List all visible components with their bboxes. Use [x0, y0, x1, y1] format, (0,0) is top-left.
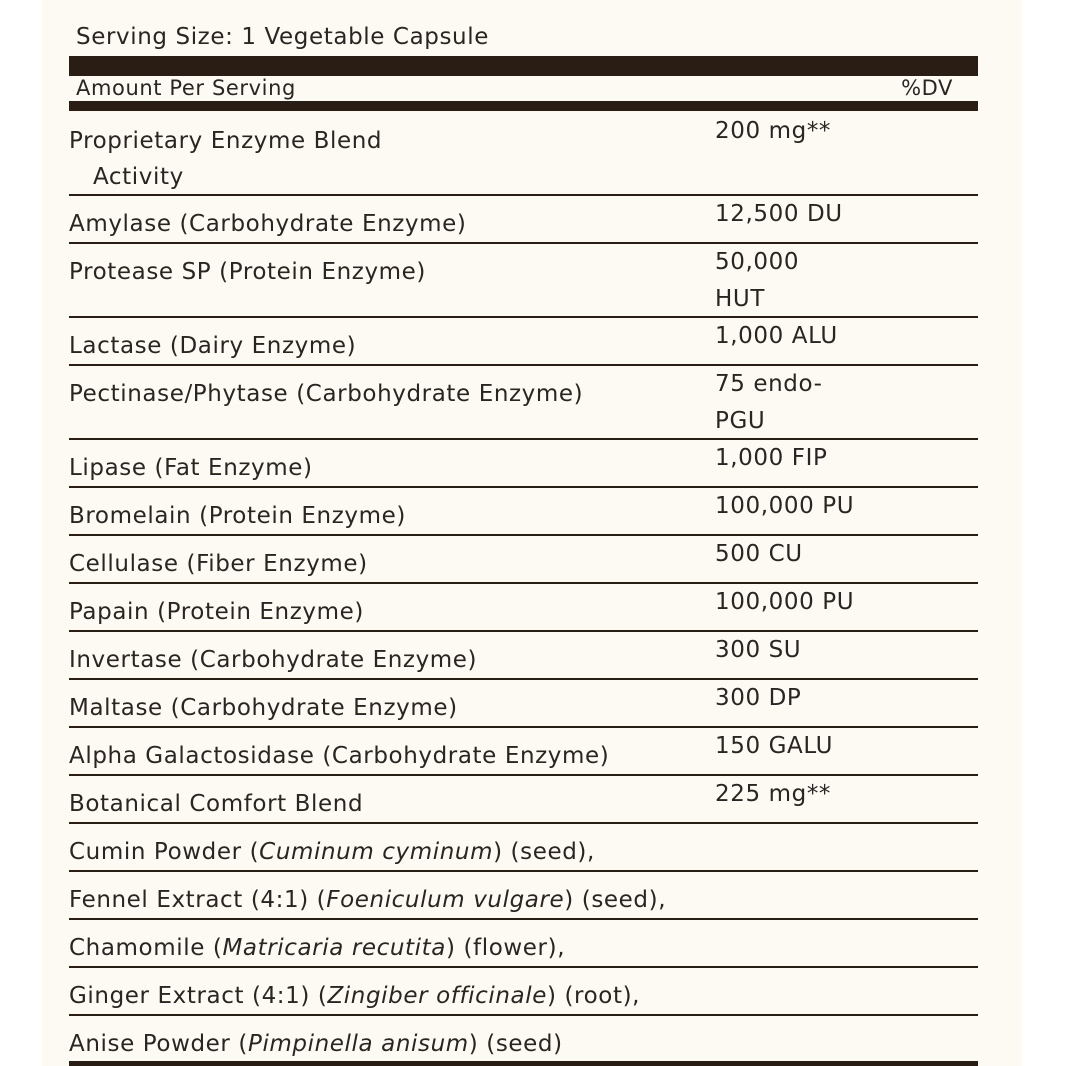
ingredient-name: Cellulase (Fiber Enzyme) — [69, 551, 368, 577]
table-row — [69, 440, 978, 488]
botanical-latin-name: Pimpinella anisum — [247, 1031, 469, 1057]
botanical-row — [69, 968, 978, 1016]
table-row — [69, 680, 978, 728]
botanical-part: ) (root), — [547, 983, 641, 1009]
table-row — [69, 776, 978, 824]
ingredient-name — [69, 123, 382, 195]
botanical-latin-name: Zingiber officinale — [327, 983, 547, 1009]
table-row — [69, 244, 978, 318]
botanical-latin-name: Cuminum cyminum — [259, 839, 494, 865]
botanical-common-name: Fennel Extract (4:1) ( — [69, 887, 327, 913]
table-row — [69, 536, 978, 584]
medium-divider — [69, 101, 978, 111]
ingredient-amount: 12,500 DU — [715, 201, 843, 227]
botanical-row — [69, 824, 978, 872]
ingredient-amount: 200 mg** — [715, 118, 832, 144]
table-row — [69, 318, 978, 366]
botanical-latin-name: Foeniculum vulgare — [326, 887, 565, 913]
ingredient-amount: 225 mg** — [715, 781, 832, 807]
table-row — [69, 196, 978, 244]
ingredient-name: Maltase (Carbohydrate Enzyme) — [69, 695, 458, 721]
table-row — [69, 584, 978, 632]
botanical-name — [69, 1026, 563, 1062]
ingredient-amount: 100,000 PU — [715, 589, 855, 615]
botanical-row — [69, 1016, 978, 1066]
botanical-common-name: Cumin Powder ( — [69, 839, 260, 865]
ingredient-name: Protease SP (Protein Enzyme) — [69, 259, 427, 285]
ingredient-amount: 500 CU — [715, 541, 803, 567]
ingredient-amount — [715, 244, 799, 318]
table-row — [69, 632, 978, 680]
botanical-row — [69, 920, 978, 968]
botanical-name — [69, 882, 666, 918]
ingredient-name: Amylase (Carbohydrate Enzyme) — [69, 211, 467, 237]
ingredient-amount: 1,000 ALU — [715, 323, 838, 349]
botanical-name — [69, 930, 565, 966]
ingredient-name: Alpha Galactosidase (Carbohydrate Enzyme) — [69, 743, 610, 769]
ingredient-amount: 300 DP — [715, 685, 802, 711]
ingredient-amount-line: PGU — [715, 408, 766, 434]
botanical-part: ) (seed), — [493, 839, 595, 865]
ingredient-name: Botanical Comfort Blend — [69, 791, 364, 817]
ingredient-amount: 1,000 FIP — [715, 445, 828, 471]
ingredient-name: Lactase (Dairy Enzyme) — [69, 333, 357, 359]
ingredient-amount-line: 75 endo- — [715, 371, 823, 397]
table-row — [69, 366, 978, 440]
botanical-row — [69, 872, 978, 920]
ingredient-amount-line: HUT — [715, 286, 765, 312]
table-row — [69, 728, 978, 776]
amount-per-serving-label: Amount Per Serving — [76, 76, 296, 100]
ingredient-amount: 100,000 PU — [715, 493, 855, 519]
ingredient-amount: 300 SU — [715, 637, 802, 663]
botanical-part: ) (seed), — [564, 887, 667, 913]
ingredient-label: Proprietary Enzyme Blend — [69, 128, 383, 154]
ingredient-name: Pectinase/Phytase (Carbohydrate Enzyme) — [69, 381, 584, 407]
serving-size: Serving Size: 1 Vegetable Capsule — [76, 24, 489, 50]
botanical-common-name: Anise Powder ( — [69, 1031, 248, 1057]
botanical-part: ) (seed) — [468, 1031, 563, 1057]
botanical-common-name: Chamomile ( — [69, 935, 223, 961]
ingredient-name: Bromelain (Protein Enzyme) — [69, 503, 406, 529]
ingredient-name: Papain (Protein Enzyme) — [69, 599, 364, 625]
botanical-latin-name: Matricaria recutita — [222, 935, 446, 961]
botanical-common-name: Ginger Extract (4:1) ( — [69, 983, 328, 1009]
botanical-name — [69, 978, 640, 1014]
ingredient-amount-line: 50,000 — [715, 249, 800, 275]
ingredient-amount — [715, 366, 823, 440]
ingredient-sub-label: Activity — [93, 164, 184, 190]
ingredient-name: Lipase (Fat Enzyme) — [69, 455, 313, 481]
table-row — [69, 488, 978, 536]
table-row — [69, 111, 978, 196]
thick-divider — [69, 56, 978, 76]
column-header — [69, 76, 978, 101]
ingredient-amount: 150 GALU — [715, 733, 834, 759]
dv-label: %DV — [901, 76, 953, 100]
ingredient-name: Invertase (Carbohydrate Enzyme) — [69, 647, 478, 673]
botanical-part: ) (flower), — [445, 935, 566, 961]
botanical-name — [69, 834, 595, 870]
